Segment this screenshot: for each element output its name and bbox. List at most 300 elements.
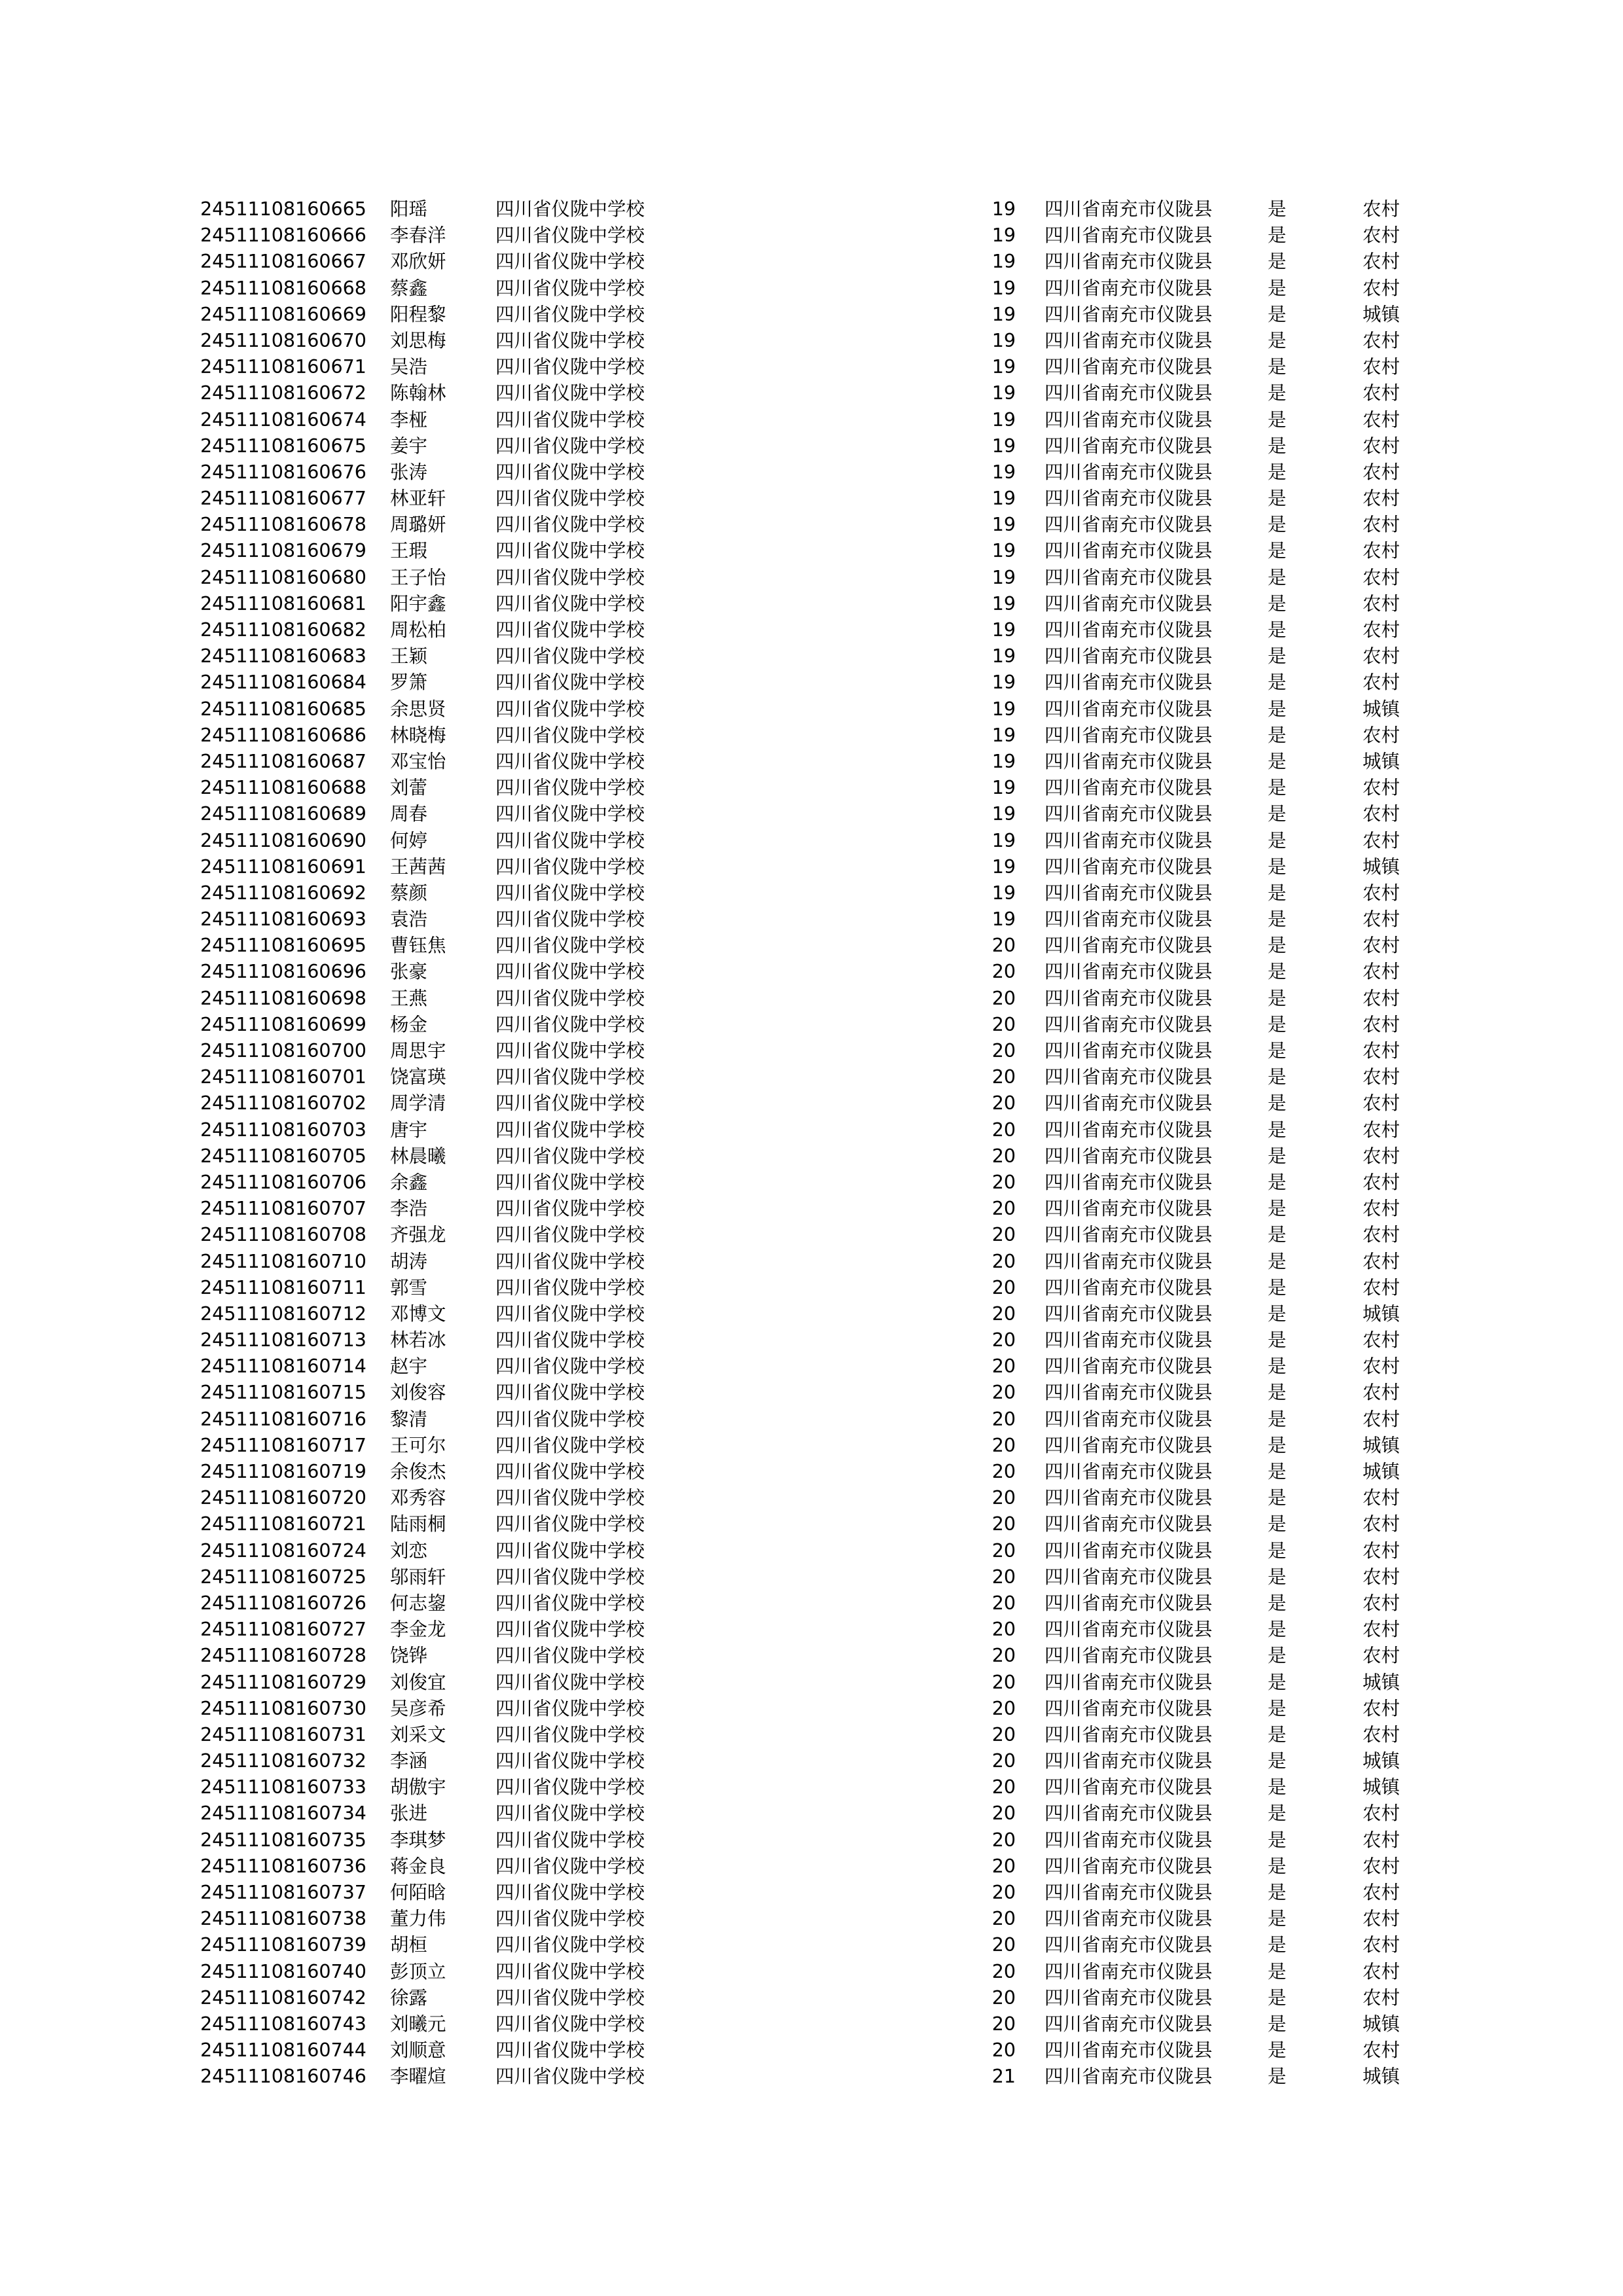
region-cell: 四川省南充市仪陇县	[1044, 1092, 1213, 1115]
region-cell: 四川省南充市仪陇县	[1044, 329, 1213, 351]
school-cell: 四川省仪陇中学校	[495, 1224, 645, 1246]
eligibility-cell: 是	[1268, 224, 1287, 247]
exam-id-cell: 24511108160732	[200, 1750, 366, 1772]
student-name-cell: 周璐妍	[390, 514, 446, 536]
region-cell: 四川省南充市仪陇县	[1044, 566, 1213, 588]
household-type-cell: 农村	[1363, 1986, 1400, 2009]
exam-id-cell: 24511108160680	[200, 566, 366, 588]
eligibility-cell: 是	[1268, 1566, 1287, 1588]
table-row	[0, 538, 1623, 564]
student-name-cell: 徐露	[390, 1986, 428, 2009]
table-row	[0, 1354, 1623, 1380]
eligibility-cell: 是	[1268, 1882, 1287, 1903]
student-name-cell: 赵宇	[390, 1355, 428, 1378]
age-cell: 20	[991, 1302, 1016, 1325]
table-row	[0, 1643, 1623, 1669]
exam-id-cell: 24511108160727	[200, 1619, 366, 1641]
age-cell: 19	[991, 619, 1016, 641]
region-cell: 四川省南充市仪陇县	[1044, 1723, 1213, 1746]
student-name-cell: 李琪梦	[390, 1829, 446, 1851]
exam-id-cell: 24511108160681	[200, 592, 366, 615]
region-cell: 四川省南充市仪陇县	[1044, 488, 1213, 510]
eligibility-cell: 是	[1268, 198, 1287, 220]
household-type-cell: 农村	[1363, 1013, 1400, 1035]
exam-id-cell: 24511108160731	[200, 1723, 366, 1746]
exam-id-cell: 24511108160703	[200, 1119, 366, 1141]
school-cell: 四川省仪陇中学校	[495, 882, 645, 904]
age-cell: 19	[991, 566, 1016, 588]
table-row	[0, 2064, 1623, 2090]
region-cell: 四川省南充市仪陇县	[1044, 461, 1213, 483]
school-cell: 四川省仪陇中学校	[495, 1960, 645, 1982]
exam-id-cell: 24511108160740	[200, 1960, 366, 1982]
household-type-cell: 农村	[1363, 251, 1400, 273]
table-row	[0, 1722, 1623, 1748]
eligibility-cell: 是	[1268, 329, 1287, 351]
school-cell: 四川省仪陇中学校	[495, 1592, 645, 1614]
age-cell: 20	[991, 1803, 1016, 1825]
school-cell: 四川省仪陇中学校	[495, 1986, 645, 2009]
region-cell: 四川省南充市仪陇县	[1044, 1566, 1213, 1588]
table-row	[0, 565, 1623, 591]
student-name-cell: 李春洋	[390, 224, 446, 247]
student-name-cell: 陆雨桐	[390, 1513, 446, 1535]
eligibility-cell: 是	[1268, 1645, 1287, 1667]
age-cell: 20	[991, 987, 1016, 1009]
table-row	[0, 986, 1623, 1012]
age-cell: 20	[991, 1723, 1016, 1746]
table-row	[0, 1880, 1623, 1906]
school-cell: 四川省仪陇中学校	[495, 672, 645, 694]
eligibility-cell: 是	[1268, 1776, 1287, 1799]
household-type-cell: 农村	[1363, 1934, 1400, 1956]
school-cell: 四川省仪陇中学校	[495, 1855, 645, 1877]
age-cell: 19	[991, 882, 1016, 904]
region-cell: 四川省南充市仪陇县	[1044, 1986, 1213, 2009]
exam-id-cell: 24511108160702	[200, 1092, 366, 1115]
region-cell: 四川省南充市仪陇县	[1044, 1934, 1213, 1956]
student-name-cell: 郭雪	[390, 1276, 428, 1299]
student-name-cell: 唐宇	[390, 1119, 428, 1141]
student-name-cell: 饶铧	[390, 1645, 428, 1667]
household-type-cell: 农村	[1363, 461, 1400, 483]
region-cell: 四川省南充市仪陇县	[1044, 1908, 1213, 1930]
table-row	[0, 1196, 1623, 1222]
table-row	[0, 1854, 1623, 1880]
table-row	[0, 1485, 1623, 1511]
region-cell: 四川省南充市仪陇县	[1044, 1513, 1213, 1535]
school-cell: 四川省仪陇中学校	[495, 1066, 645, 1088]
region-cell: 四川省南充市仪陇县	[1044, 1487, 1213, 1509]
school-cell: 四川省仪陇中学校	[495, 1566, 645, 1588]
exam-id-cell: 24511108160700	[200, 1040, 366, 1062]
exam-id-cell: 24511108160728	[200, 1645, 366, 1667]
exam-id-cell: 24511108160695	[200, 935, 366, 957]
table-row	[0, 1301, 1623, 1327]
household-type-cell: 农村	[1363, 1066, 1400, 1088]
age-cell: 20	[991, 1355, 1016, 1378]
eligibility-cell: 是	[1268, 672, 1287, 694]
school-cell: 四川省仪陇中学校	[495, 935, 645, 957]
school-cell: 四川省仪陇中学校	[495, 2013, 645, 2035]
household-type-cell: 农村	[1363, 1276, 1400, 1299]
student-name-cell: 刘采文	[390, 1723, 446, 1746]
age-cell: 20	[991, 1855, 1016, 1877]
table-row	[0, 276, 1623, 302]
region-cell: 四川省南充市仪陇县	[1044, 987, 1213, 1009]
exam-id-cell: 24511108160711	[200, 1276, 366, 1299]
age-cell: 20	[991, 1145, 1016, 1167]
table-row	[0, 407, 1623, 433]
student-name-cell: 吴彦希	[390, 1697, 446, 1719]
exam-id-cell: 24511108160733	[200, 1776, 366, 1799]
eligibility-cell: 是	[1268, 1908, 1287, 1930]
school-cell: 四川省仪陇中学校	[495, 1723, 645, 1746]
student-table	[0, 196, 1623, 2090]
exam-id-cell: 24511108160742	[200, 1986, 366, 2009]
table-row	[0, 1433, 1623, 1459]
eligibility-cell: 是	[1268, 619, 1287, 641]
eligibility-cell: 是	[1268, 1671, 1287, 1693]
household-type-cell: 农村	[1363, 1171, 1400, 1193]
student-name-cell: 邓宝怡	[390, 750, 446, 772]
table-row	[0, 249, 1623, 275]
household-type-cell: 城镇	[1363, 1302, 1400, 1325]
student-name-cell: 邓秀容	[390, 1487, 446, 1509]
school-cell: 四川省仪陇中学校	[495, 855, 645, 878]
region-cell: 四川省南充市仪陇县	[1044, 1040, 1213, 1062]
school-cell: 四川省仪陇中学校	[495, 987, 645, 1009]
region-cell: 四川省南充市仪陇县	[1044, 1960, 1213, 1982]
exam-id-cell: 24511108160690	[200, 829, 366, 852]
student-name-cell: 姜宇	[390, 435, 428, 457]
student-name-cell: 王瑕	[390, 540, 428, 562]
eligibility-cell: 是	[1268, 1434, 1287, 1456]
household-type-cell: 农村	[1363, 224, 1400, 247]
age-cell: 19	[991, 198, 1016, 220]
age-cell: 20	[991, 2039, 1016, 2062]
eligibility-cell: 是	[1268, 724, 1287, 746]
school-cell: 四川省仪陇中学校	[495, 750, 645, 772]
region-cell: 四川省南充市仪陇县	[1044, 803, 1213, 825]
school-cell: 四川省仪陇中学校	[495, 303, 645, 325]
eligibility-cell: 是	[1268, 1302, 1287, 1325]
school-cell: 四川省仪陇中学校	[495, 1040, 645, 1062]
household-type-cell: 农村	[1363, 488, 1400, 510]
student-name-cell: 刘蕾	[390, 777, 428, 799]
eligibility-cell: 是	[1268, 829, 1287, 852]
age-cell: 19	[991, 356, 1016, 378]
table-row	[0, 328, 1623, 354]
age-cell: 20	[991, 935, 1016, 957]
school-cell: 四川省仪陇中学校	[495, 698, 645, 720]
region-cell: 四川省南充市仪陇县	[1044, 224, 1213, 247]
region-cell: 四川省南充市仪陇县	[1044, 514, 1213, 536]
exam-id-cell: 24511108160669	[200, 303, 366, 325]
age-cell: 20	[991, 1461, 1016, 1482]
household-type-cell: 农村	[1363, 1619, 1400, 1641]
table-row	[0, 1327, 1623, 1354]
age-cell: 20	[991, 1513, 1016, 1535]
exam-id-cell: 24511108160735	[200, 1829, 366, 1851]
age-cell: 21	[991, 2066, 1016, 2088]
eligibility-cell: 是	[1268, 1539, 1287, 1562]
region-cell: 四川省南充市仪陇县	[1044, 1250, 1213, 1272]
student-name-cell: 饶富瑛	[390, 1066, 446, 1088]
exam-id-cell: 24511108160743	[200, 2013, 366, 2035]
student-name-cell: 余思贤	[390, 698, 446, 720]
age-cell: 19	[991, 382, 1016, 404]
table-row	[0, 828, 1623, 854]
eligibility-cell: 是	[1268, 1329, 1287, 1352]
eligibility-cell: 是	[1268, 1119, 1287, 1141]
age-cell: 19	[991, 645, 1016, 668]
exam-id-cell: 24511108160671	[200, 356, 366, 378]
age-cell: 20	[991, 1566, 1016, 1588]
exam-id-cell: 24511108160712	[200, 1302, 366, 1325]
school-cell: 四川省仪陇中学校	[495, 2039, 645, 2062]
household-type-cell: 城镇	[1363, 1671, 1400, 1693]
student-name-cell: 刘思梅	[390, 329, 446, 351]
region-cell: 四川省南充市仪陇县	[1044, 1461, 1213, 1482]
school-cell: 四川省仪陇中学校	[495, 1803, 645, 1825]
exam-id-cell: 24511108160691	[200, 855, 366, 878]
exam-id-cell: 24511108160734	[200, 1803, 366, 1825]
age-cell: 20	[991, 1092, 1016, 1115]
household-type-cell: 农村	[1363, 1855, 1400, 1877]
household-type-cell: 农村	[1363, 803, 1400, 825]
student-name-cell: 王颖	[390, 645, 428, 668]
age-cell: 19	[991, 224, 1016, 247]
school-cell: 四川省仪陇中学校	[495, 461, 645, 483]
student-name-cell: 黎清	[390, 1408, 428, 1430]
student-name-cell: 周春	[390, 803, 428, 825]
household-type-cell: 城镇	[1363, 303, 1400, 325]
household-type-cell: 农村	[1363, 198, 1400, 220]
table-row	[0, 1012, 1623, 1038]
household-type-cell: 农村	[1363, 1513, 1400, 1535]
school-cell: 四川省仪陇中学校	[495, 1697, 645, 1719]
region-cell: 四川省南充市仪陇县	[1044, 2013, 1213, 2035]
eligibility-cell: 是	[1268, 987, 1287, 1009]
student-name-cell: 阳程黎	[390, 303, 446, 325]
age-cell: 20	[991, 1645, 1016, 1667]
table-row	[0, 1170, 1623, 1196]
age-cell: 20	[991, 1276, 1016, 1299]
exam-id-cell: 24511108160710	[200, 1250, 366, 1272]
region-cell: 四川省南充市仪陇县	[1044, 1066, 1213, 1088]
household-type-cell: 城镇	[1363, 1461, 1400, 1482]
student-name-cell: 袁浩	[390, 908, 428, 931]
table-row	[0, 1617, 1623, 1643]
student-name-cell: 刘顺意	[390, 2039, 446, 2062]
region-cell: 四川省南充市仪陇县	[1044, 1408, 1213, 1430]
region-cell: 四川省南充市仪陇县	[1044, 435, 1213, 457]
table-row	[0, 1459, 1623, 1485]
region-cell: 四川省南充市仪陇县	[1044, 1434, 1213, 1456]
age-cell: 20	[991, 1934, 1016, 1956]
household-type-cell: 农村	[1363, 1487, 1400, 1509]
eligibility-cell: 是	[1268, 1513, 1287, 1535]
table-row	[0, 1038, 1623, 1064]
eligibility-cell: 是	[1268, 1013, 1287, 1035]
household-type-cell: 农村	[1363, 277, 1400, 299]
age-cell: 19	[991, 829, 1016, 852]
eligibility-cell: 是	[1268, 1040, 1287, 1062]
table-row	[0, 1827, 1623, 1854]
student-name-cell: 胡桓	[390, 1934, 428, 1956]
exam-id-cell: 24511108160679	[200, 540, 366, 562]
student-name-cell: 邓博文	[390, 1302, 446, 1325]
table-row	[0, 749, 1623, 775]
region-cell: 四川省南充市仪陇县	[1044, 1671, 1213, 1693]
table-row	[0, 1774, 1623, 1801]
region-cell: 四川省南充市仪陇县	[1044, 408, 1213, 431]
school-cell: 四川省仪陇中学校	[495, 1250, 645, 1272]
region-cell: 四川省南充市仪陇县	[1044, 619, 1213, 641]
table-row	[0, 1748, 1623, 1774]
school-cell: 四川省仪陇中学校	[495, 1198, 645, 1220]
household-type-cell: 城镇	[1363, 1776, 1400, 1799]
school-cell: 四川省仪陇中学校	[495, 1829, 645, 1851]
eligibility-cell: 是	[1268, 435, 1287, 457]
eligibility-cell: 是	[1268, 408, 1287, 431]
exam-id-cell: 24511108160739	[200, 1934, 366, 1956]
household-type-cell: 农村	[1363, 645, 1400, 668]
region-cell: 四川省南充市仪陇县	[1044, 1776, 1213, 1799]
table-row	[0, 1090, 1623, 1117]
age-cell: 20	[991, 1224, 1016, 1246]
eligibility-cell: 是	[1268, 1224, 1287, 1246]
eligibility-cell: 是	[1268, 2039, 1287, 2062]
eligibility-cell: 是	[1268, 961, 1287, 983]
student-name-cell: 李涵	[390, 1750, 428, 1772]
school-cell: 四川省仪陇中学校	[495, 645, 645, 668]
region-cell: 四川省南充市仪陇县	[1044, 356, 1213, 378]
student-name-cell: 何陌晗	[390, 1882, 446, 1903]
region-cell: 四川省南充市仪陇县	[1044, 1382, 1213, 1404]
household-type-cell: 农村	[1363, 935, 1400, 957]
eligibility-cell: 是	[1268, 1986, 1287, 2009]
table-row	[0, 880, 1623, 906]
school-cell: 四川省仪陇中学校	[495, 488, 645, 510]
household-type-cell: 农村	[1363, 1250, 1400, 1272]
household-type-cell: 农村	[1363, 829, 1400, 852]
exam-id-cell: 24511108160693	[200, 908, 366, 931]
region-cell: 四川省南充市仪陇县	[1044, 1619, 1213, 1641]
eligibility-cell: 是	[1268, 1355, 1287, 1378]
household-type-cell: 农村	[1363, 619, 1400, 641]
school-cell: 四川省仪陇中学校	[495, 1513, 645, 1535]
table-row	[0, 1564, 1623, 1590]
exam-id-cell: 24511108160682	[200, 619, 366, 641]
household-type-cell: 农村	[1363, 435, 1400, 457]
student-name-cell: 张进	[390, 1803, 428, 1825]
exam-id-cell: 24511108160706	[200, 1171, 366, 1193]
age-cell: 20	[991, 1198, 1016, 1220]
exam-id-cell: 24511108160719	[200, 1461, 366, 1482]
age-cell: 20	[991, 1619, 1016, 1641]
exam-id-cell: 24511108160675	[200, 435, 366, 457]
table-row	[0, 1696, 1623, 1722]
age-cell: 20	[991, 1040, 1016, 1062]
household-type-cell: 农村	[1363, 961, 1400, 983]
student-name-cell: 齐强龙	[390, 1224, 446, 1246]
age-cell: 20	[991, 1250, 1016, 1272]
school-cell: 四川省仪陇中学校	[495, 408, 645, 431]
student-name-cell: 林若冰	[390, 1329, 446, 1352]
eligibility-cell: 是	[1268, 1487, 1287, 1509]
table-row	[0, 643, 1623, 670]
student-name-cell: 董力伟	[390, 1908, 446, 1930]
exam-id-cell: 24511108160725	[200, 1566, 366, 1588]
age-cell: 19	[991, 461, 1016, 483]
school-cell: 四川省仪陇中学校	[495, 540, 645, 562]
school-cell: 四川省仪陇中学校	[495, 224, 645, 247]
household-type-cell: 农村	[1363, 1382, 1400, 1404]
eligibility-cell: 是	[1268, 1092, 1287, 1115]
exam-id-cell: 24511108160738	[200, 1908, 366, 1930]
student-name-cell: 曹钰焦	[390, 935, 446, 957]
eligibility-cell: 是	[1268, 803, 1287, 825]
eligibility-cell: 是	[1268, 1592, 1287, 1614]
eligibility-cell: 是	[1268, 592, 1287, 615]
household-type-cell: 农村	[1363, 329, 1400, 351]
exam-id-cell: 24511108160724	[200, 1539, 366, 1562]
table-row	[0, 1932, 1623, 1958]
student-name-cell: 吴浩	[390, 356, 428, 378]
student-name-cell: 刘恋	[390, 1539, 428, 1562]
exam-id-cell: 24511108160677	[200, 488, 366, 510]
student-name-cell: 何婷	[390, 829, 428, 852]
household-type-cell: 农村	[1363, 1198, 1400, 1220]
student-name-cell: 周学清	[390, 1092, 446, 1115]
school-cell: 四川省仪陇中学校	[495, 829, 645, 852]
table-row	[0, 1959, 1623, 1985]
age-cell: 19	[991, 435, 1016, 457]
region-cell: 四川省南充市仪陇县	[1044, 882, 1213, 904]
student-name-cell: 何志鋆	[390, 1592, 446, 1614]
table-row	[0, 223, 1623, 249]
age-cell: 19	[991, 777, 1016, 799]
table-row	[0, 617, 1623, 643]
school-cell: 四川省仪陇中学校	[495, 382, 645, 404]
eligibility-cell: 是	[1268, 908, 1287, 931]
age-cell: 20	[991, 1986, 1016, 2009]
eligibility-cell: 是	[1268, 750, 1287, 772]
school-cell: 四川省仪陇中学校	[495, 514, 645, 536]
age-cell: 19	[991, 724, 1016, 746]
eligibility-cell: 是	[1268, 777, 1287, 799]
household-type-cell: 农村	[1363, 1145, 1400, 1167]
region-cell: 四川省南充市仪陇县	[1044, 724, 1213, 746]
exam-id-cell: 24511108160699	[200, 1013, 366, 1035]
table-row	[0, 906, 1623, 933]
exam-id-cell: 24511108160668	[200, 277, 366, 299]
age-cell: 19	[991, 750, 1016, 772]
exam-id-cell: 24511108160720	[200, 1487, 366, 1509]
household-type-cell: 农村	[1363, 777, 1400, 799]
household-type-cell: 城镇	[1363, 1434, 1400, 1456]
exam-id-cell: 24511108160683	[200, 645, 366, 668]
region-cell: 四川省南充市仪陇县	[1044, 750, 1213, 772]
school-cell: 四川省仪陇中学校	[495, 1671, 645, 1693]
age-cell: 19	[991, 408, 1016, 431]
age-cell: 20	[991, 961, 1016, 983]
exam-id-cell: 24511108160676	[200, 461, 366, 483]
school-cell: 四川省仪陇中学校	[495, 1487, 645, 1509]
region-cell: 四川省南充市仪陇县	[1044, 961, 1213, 983]
